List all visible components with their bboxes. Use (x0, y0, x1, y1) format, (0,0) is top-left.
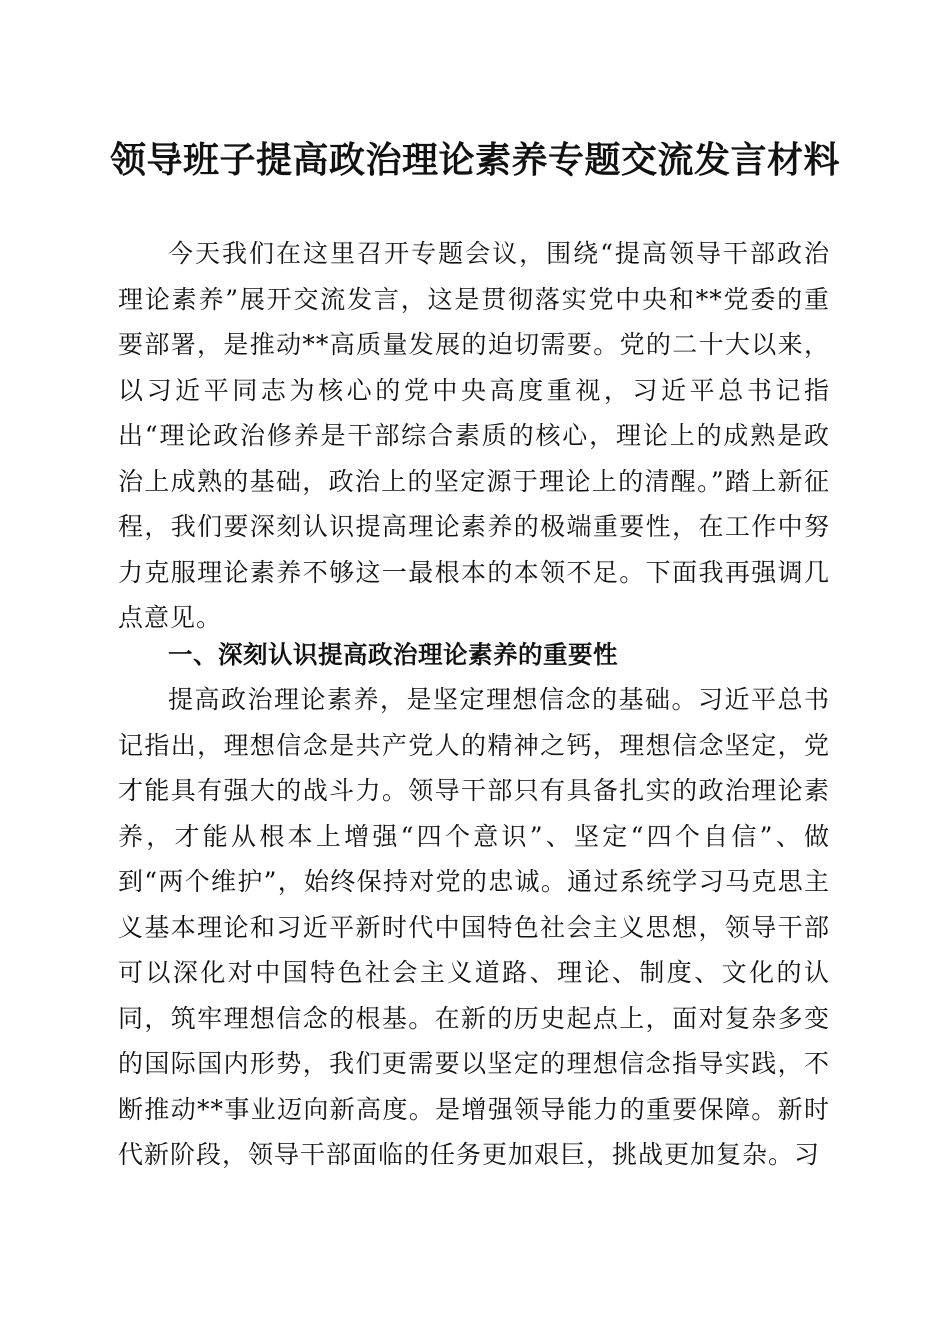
intro-paragraph: 今天我们在这里召开专题会议，围绕“提高领导干部政治理论素养”展开交流发言，这是贯彻落实党中央和**党委的重要部署，是推动**高质量发展的迫切需要。党的二十大以来，以习近平同志为核心的党中央高度重视，习近平总书记指出“理论政治修养是干部综合素质的核心，理论上的成熟是政治上成熟的基础，政治上的坚定源于理论上的清醒。”踏上新征程，我们要深刻认识提高理论素养的极端重要性，在工作中努力克服理论素养不够这一最根本的本领不足。下面我再强调几点意见。 (118, 239, 830, 632)
section-heading-one: 一、深刻认识提高政治理论素养的重要性 (168, 640, 618, 669)
document-title: 领导班子提高政治理论素养专题交流发言材料 (109, 139, 840, 181)
section-one-paragraph: 提高政治理论素养，是坚定理想信念的基础。习近平总书记指出，理想信念是共产党人的精神之钙，理想信念坚定，党才能具有强大的战斗力。领导干部只有具备扎实的政治理论素养，才能从根本上增强“四个意识”、坚定“四个自信”、做到“两个维护”，始终保持对党的忠诚。通过系统学习马克思主义基本理论和习近平新时代中国特色社会主义思想，领导干部可以深化对中国特色社会主义道路、理论、制度、文化的认同，筑牢理想信念的根基。在新的历史起点上，面对复杂多变的国际国内形势，我们更需要以坚定的理想信念指导实践，不断推动**事业迈向新高度。是增强领导能力的重要保障。新时代新阶段，领导干部面临的任务更加艰巨，挑战更加复杂。习 (118, 685, 830, 1169)
